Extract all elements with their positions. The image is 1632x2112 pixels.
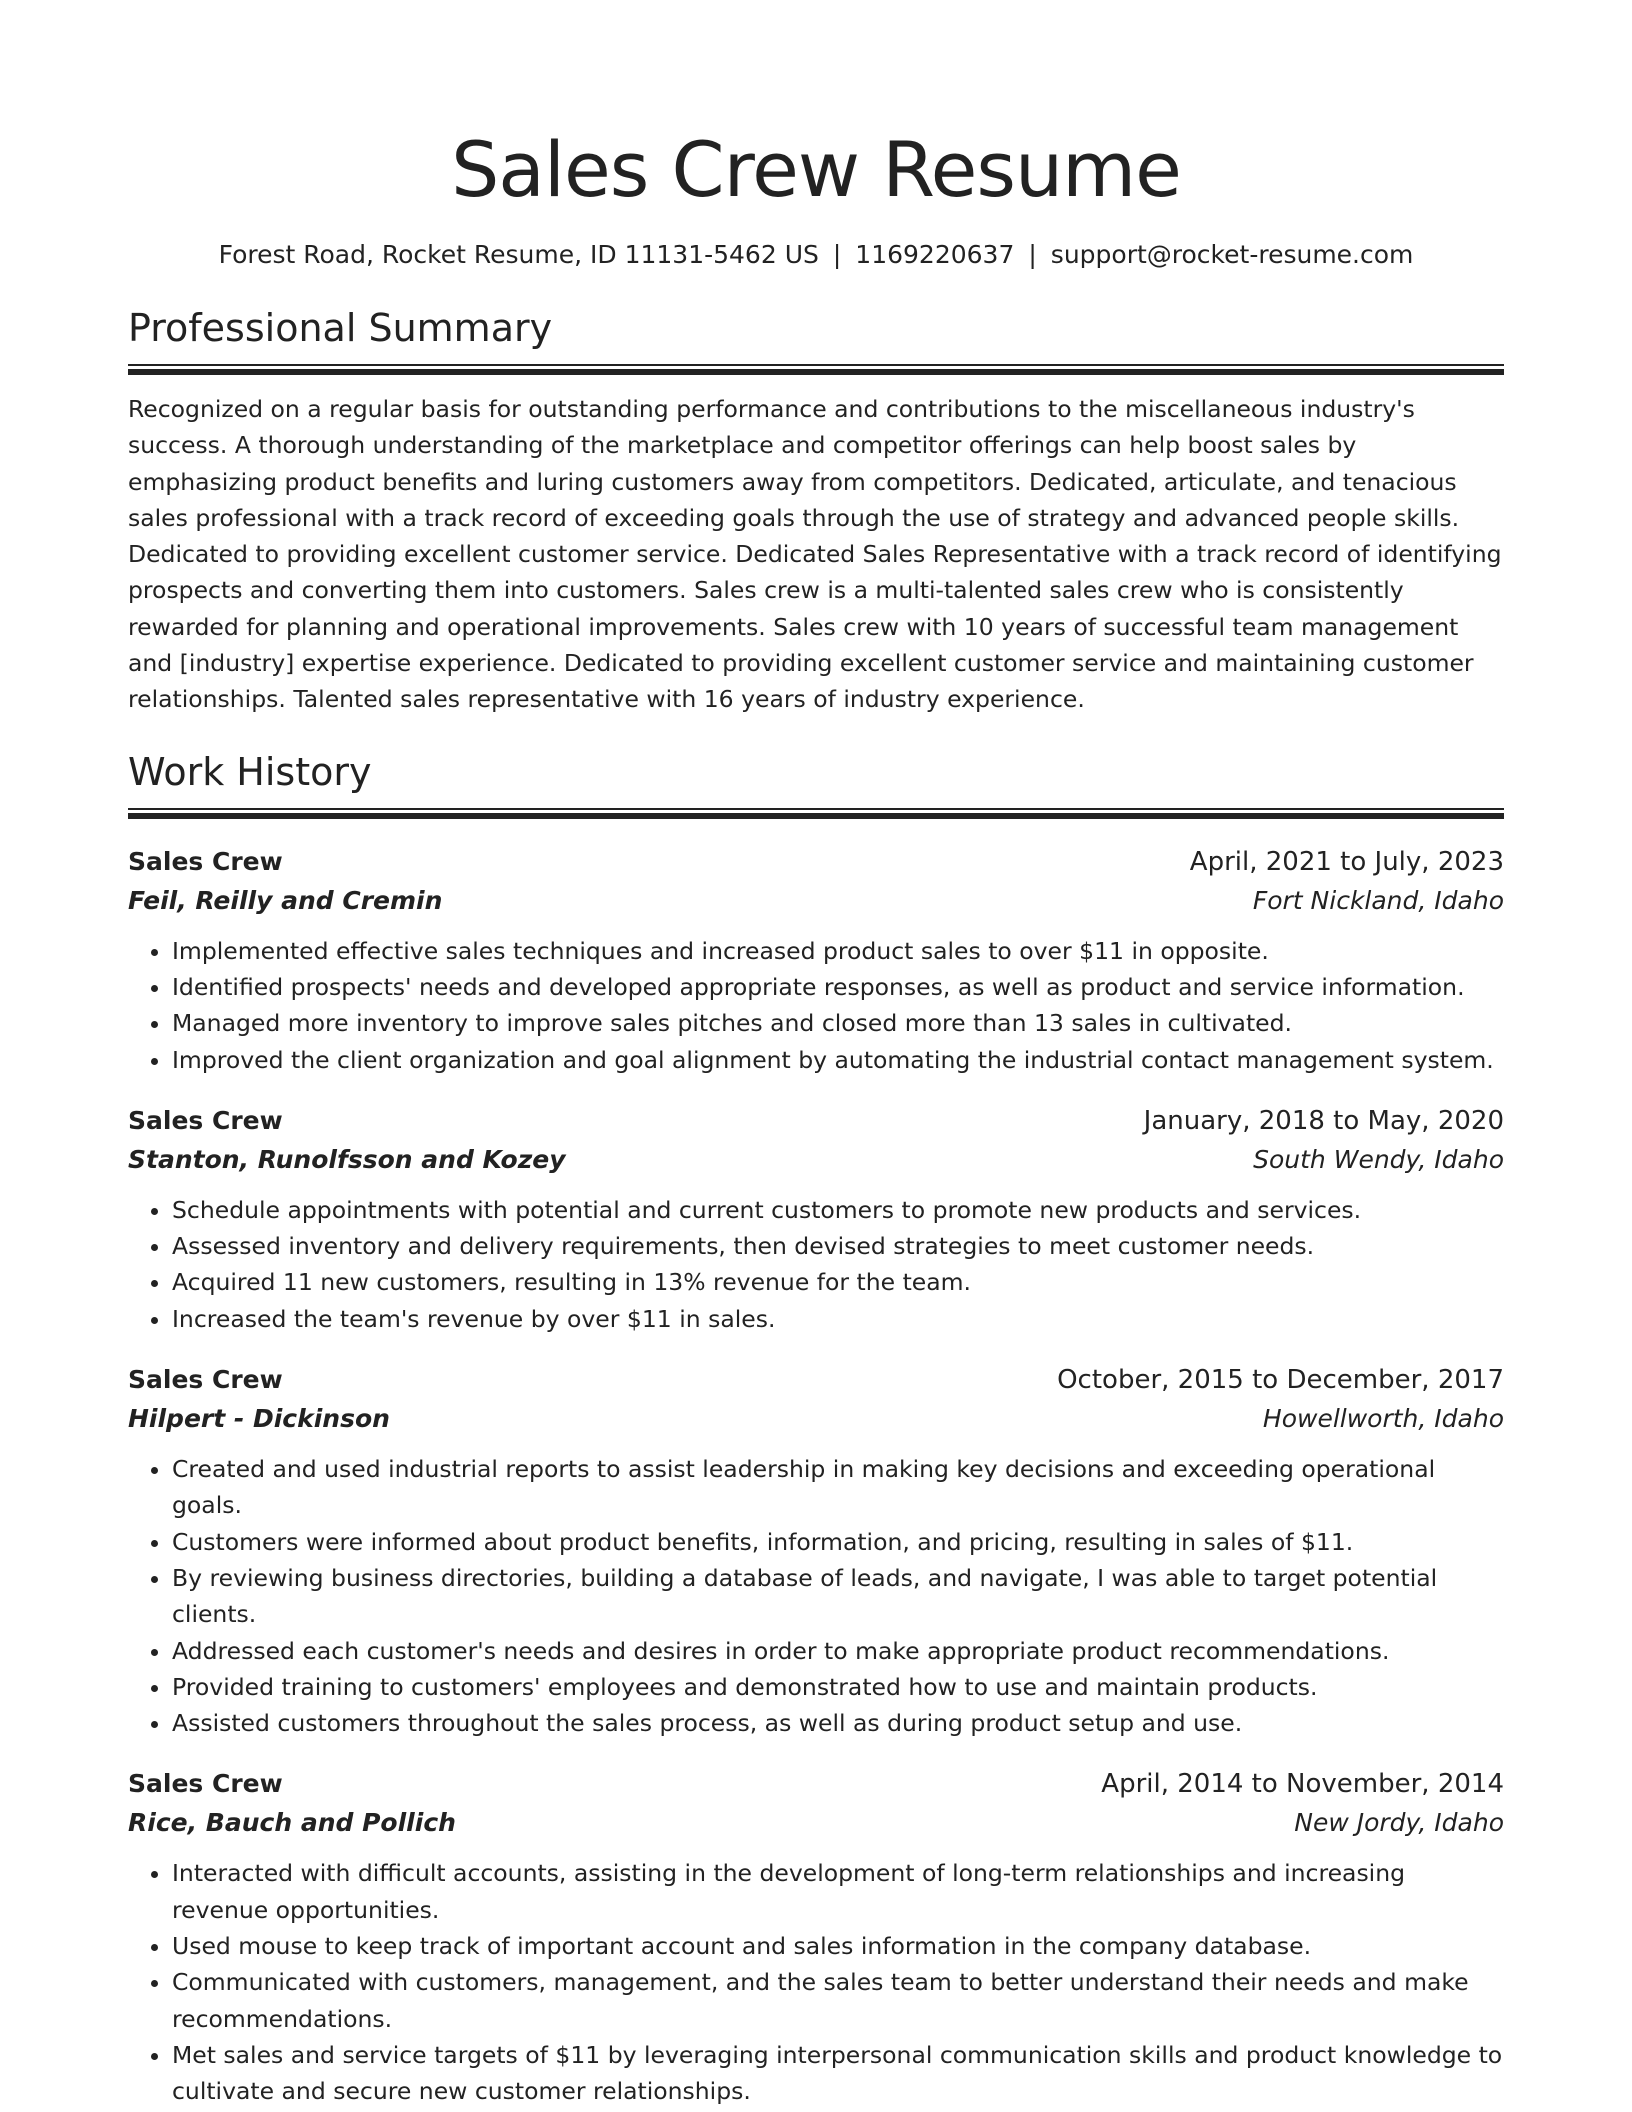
summary-text: Recognized on a regular basis for outstanding performance and contributions to the miscellaneous industry's success. A thorough understanding of the marketplace and competitor offerings can help boost sales by emphasizing product benefits and luring customers away from competitors. Dedicated, articulate, and tenacious sales professional with a track record of exceeding goals through the use of strategy and advanced people skills. Dedicated to providing excellent customer service. Dedicated Sales Representative with a track record of identifying prospects and converting them into customers. Sales crew is a multi-talented sales crew who is consistently rewarded for planning and operational improvements. Sales crew with 10 years of successful team management and [industry] expertise experience. Dedicated to providing excellent customer service and maintaining customer relationships. Talented sales representative with 16 years of industry experience. — [128, 395, 1502, 714]
contact-separator: | — [1028, 240, 1037, 269]
job-company: Feil, Reilly and Cremin — [128, 885, 443, 915]
list-item: • Assessed inventory and delivery requirements, then devised strategies to meet customer needs. — [172, 1228, 1504, 1264]
section-heading: Professional Summary — [128, 306, 553, 350]
list-item: • Created and used industrial reports to assist leadership in making key decisions and exceeding operational goals. — [172, 1451, 1504, 1524]
job-title: Sales Crew — [128, 846, 283, 876]
job-company: Hilpert - Dickinson — [128, 1404, 390, 1434]
job-bullets — [128, 1451, 1504, 1741]
section-heading: Work History — [128, 749, 372, 794]
job-subheader — [128, 1399, 1504, 1439]
job-company: Stanton, Runolfsson and Kozey — [128, 1144, 566, 1174]
professional-summary-section — [128, 302, 1504, 718]
job-subheader — [128, 1140, 1504, 1180]
job-location: South Wendy, Idaho — [1253, 1144, 1504, 1174]
job-subheader — [128, 881, 1504, 921]
job-title: Sales Crew — [128, 1365, 283, 1395]
list-item: • By reviewing business directories, building a database of leads, and navigate, I was able to target potential clients. — [172, 1560, 1504, 1633]
list-item: • Interacted with difficult accounts, assisting in the development of long-term relationships and increasing revenue opportunities. — [172, 1855, 1504, 1928]
job-entry — [128, 1102, 1504, 1337]
job-header — [128, 1765, 1504, 1803]
job-company: Rice, Bauch and Pollich — [128, 1808, 456, 1838]
list-item: • Increased the team's revenue by over $11 in sales. — [172, 1301, 1504, 1337]
list-item: • Addressed each customer's needs and desires in order to make appropriate product recommendations. — [172, 1633, 1504, 1669]
list-item: • Schedule appointments with potential and current customers to promote new products and services. — [172, 1192, 1504, 1228]
contact-separator: | — [832, 240, 842, 269]
job-entry — [128, 1361, 1504, 1741]
list-item: • Provided training to customers' employees and demonstrated how to use and maintain products. — [172, 1669, 1504, 1705]
job-dates: April, 2021 to July, 2023 — [1189, 846, 1504, 877]
job-subheader — [128, 1803, 1504, 1843]
job-location: Howellworth, Idaho — [1262, 1404, 1504, 1434]
job-entry — [128, 1765, 1504, 2109]
job-location: New Jordy, Idaho — [1294, 1808, 1504, 1838]
list-item: • Identified prospects' needs and developed appropriate responses, as well as product and service information. — [172, 969, 1504, 1005]
work-history-section — [128, 746, 1504, 2110]
list-item: • Communicated with customers, management, and the sales team to better understand their needs and make recommendations. — [172, 1964, 1504, 2037]
job-dates: April, 2014 to November, 2014 — [1101, 1769, 1504, 1800]
contact-address: Forest Road, Rocket Resume, ID 11131-5462 US — [218, 240, 819, 269]
job-dates: January, 2018 to May, 2020 — [1143, 1105, 1504, 1136]
list-item: • Improved the client organization and goal alignment by automating the industrial contact management system. — [172, 1042, 1504, 1078]
list-item: • Managed more inventory to improve sales pitches and closed more than 13 sales in cultivated. — [172, 1005, 1504, 1041]
list-item: • Acquired 11 new customers, resulting in 13% revenue for the team. — [172, 1264, 1504, 1300]
list-item: • Met sales and service targets of $11 by leveraging interpersonal communication skills and product knowledge to cultivate and secure new customer relationships. — [172, 2037, 1504, 2110]
job-header — [128, 843, 1504, 881]
job-bullets — [128, 1855, 1504, 2109]
section-divider — [128, 364, 1504, 375]
resume-title: Sales Crew Resume — [451, 125, 1181, 214]
contact-email: support@rocket-resume.com — [1050, 240, 1414, 269]
resume-page — [128, 0, 1504, 2110]
job-title: Sales Crew — [128, 1769, 283, 1799]
job-header — [128, 1361, 1504, 1399]
job-location: Fort Nickland, Idaho — [1252, 885, 1504, 915]
job-title: Sales Crew — [128, 1105, 283, 1135]
list-item: • Customers were informed about product benefits, information, and pricing, resulting in sales of $11. — [172, 1524, 1504, 1560]
contact-phone: 1169220637 — [855, 240, 1015, 269]
list-item: • Assisted customers throughout the sales process, as well as during product setup and use. — [172, 1705, 1504, 1741]
job-dates: October, 2015 to December, 2017 — [1057, 1365, 1504, 1396]
job-header — [128, 1102, 1504, 1140]
section-divider — [128, 808, 1504, 819]
list-item: • Used mouse to keep track of important account and sales information in the company database. — [172, 1928, 1504, 1964]
list-item: • Implemented effective sales techniques and increased product sales to over $11 in opposite. — [172, 933, 1504, 969]
job-bullets — [128, 933, 1504, 1078]
job-bullets — [128, 1192, 1504, 1337]
job-entry — [128, 843, 1504, 1078]
contact-line — [128, 238, 1504, 272]
